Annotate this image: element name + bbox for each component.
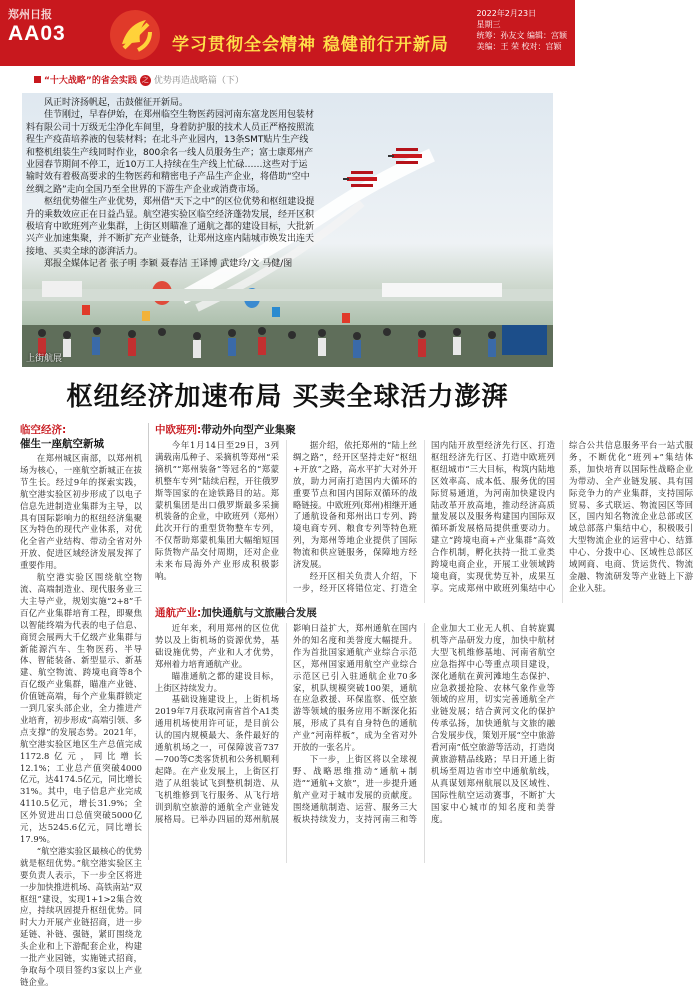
- column-divider: [148, 423, 149, 860]
- body-paragraph: 航空港实验区围绕航空物流、高端制造业、现代服务业三大主导产业，规划实施“2+8”千百亿产业集群培育工程，即聚焦以智能终端为代表的电子信息、商贸会展两大千亿级产业集群与新能源汽车、生物医药、半导体、智能装备、新型显示、新基建、航空物流、跨境电商等8个百亿级产业集群，瞄准产业链、价值链高端，每个产业集群锁定一到几家头部企业，全力推进产业培育，初步形成“高端引领、多点支撑”的发展态势。2021年，航空港实验区地区生产总值完成1172.8亿元，同比增长12.1%；工业总产值突破4000亿元，达4174.5亿元，同比增长31%。其中，电子信息产业完成4110.5亿元，增长31.9%；全区外贸进出口总值突破5000亿元，达5245.6亿元，同比增长17.9%。: [20, 572, 142, 844]
- photo-lead-text: [26, 97, 316, 271]
- body-paragraph: 近年来，利用郑州的区位优势以及上街机场的资源优势，基础设施优势，产业和人才优势，郑州着力培育通航产业。: [155, 623, 279, 669]
- section-title: 通航产业:: [155, 607, 202, 619]
- series-title: “十大战略”的省会实践: [44, 76, 137, 86]
- page-code: AA03: [8, 22, 66, 45]
- section-china-europe-railway: [155, 440, 693, 603]
- issue-date: 2022年2月23日: [476, 9, 537, 18]
- main-headline: 枢纽经济加速布局 买卖全球活力澎湃: [66, 382, 509, 412]
- section-subtitle: 加快通航与文旅融合发展: [201, 607, 317, 619]
- page-header: [0, 0, 575, 66]
- section-title: 临空经济:: [20, 424, 67, 436]
- biplane-icon: [388, 148, 422, 164]
- byline: 郑报全媒体记者 张子明 李颖 聂春洁 王译博 武建玲/文 马健/图: [44, 259, 293, 270]
- body-paragraph: 基础设施建设上，上街机场2019年7月获取河南省首个A1类通用机场使用许可证，是目前公认的国内规模最大、条件最好的通航机场之一，可保障波音737—700等C类客货机和公务机顺利起降。在产业发展上，上街区打造了从组装试飞到整机制造、从飞机维修到飞行服务、从飞行培训到航空旅游的通航全产业链发展格局。已举办四届的郑州航展影响日益扩大，郑州通航在国内外的知名度和美誉度大幅提升。作为首批国家通航产业综合示范区，郑州国家通用航空产业综合示范区已引入驻通航企业70多家，机队规模突破100架，通航在应急救援、环保监察、低空旅游等领域的服务应用不断深化拓展，形成了具有自身特色的通航产业“河南样板”，成为全省对外开放的一张名片。: [155, 623, 417, 824]
- section-airport-economy: [20, 423, 142, 987]
- body-paragraph: 瞄准通航之都的建设目标，上街区持续发力。: [155, 670, 279, 693]
- section-subtitle: 带动外向型产业集聚: [201, 424, 296, 436]
- page-meta: [476, 8, 567, 52]
- section-subtitle: 催生一座航空新城: [20, 438, 104, 450]
- section-heading: [155, 606, 317, 620]
- series-topic: 优势再造战略篇（下）: [153, 76, 244, 86]
- photo-caption: 上街航展: [26, 354, 63, 364]
- section-title: 中欧班列:: [155, 424, 202, 436]
- lead-paragraph: 风正时济扬帆起，击鼓催征开新局。: [44, 98, 189, 108]
- body-paragraph: 据介绍，依托郑州的“陆上丝绸之路”，经开区坚持走好“枢纽+开放”之路，高水平扩大对外开放，助力河南打造国内大循环的重要节点和国内国际双循环的战略链接。中欧班列(郑州)相继开通了通航设备和郑州出口专列、跨境电商专列、粮食专列等特色班列，为郑州等地企业提供了国际物流和供应链服务，保障地方经济发展。: [293, 440, 417, 570]
- editors-line: 统筹：孙友文 编辑：宫颖: [476, 31, 567, 40]
- section-heading: [155, 423, 296, 437]
- issue-weekday: 星期三: [476, 20, 501, 29]
- body-paragraph: 在郑州城区南部，以郑州机场为核心，一座航空新城正在拔节生长。经过9年的探索实践，航空港实验区初步形成了以电子信息先进制造业集群为主导，以具有国际影响力的枢纽经济集聚区为特色的现代产业体系，对优化全省产业结构、带动全省对外开放、促进区域经济发展发挥了重要作用。: [20, 453, 142, 571]
- series-subhead: [34, 73, 244, 86]
- series-badge: 之: [141, 76, 149, 84]
- biplane-icon: [343, 171, 377, 187]
- bullet-square-icon: [34, 76, 41, 83]
- body-paragraph: 下一步，上街区将以全球视野、战略思维推动“通航+制造”“通航+文旅”，进一步提升通航产业对于城市发展的贡献度。围绕通航制造、运营、服务三大板块持续发力，支持河南三和等企业加大工业无人机、自转旋翼机等产品研发力度，加快中航材大型飞机维修基地、河南省航空应急指挥中心等重点项目建设，深化通航在黄河滩地生态保护、应急救援抢险、农林气象作业等领域的应用，切实完善通航全产业链发展；结合黄河文化的保护传承弘扬，加快通航与文旅的融合发展步伐，策划开展“空中旅游看河南”低空旅游等活动，打造岗黄旅游精品线路；早日开通上街机场至周边省市空中通航航线，从真谋划郑州航展以及区域性、国际性航空运动赛事，不断扩大国家中心城市的知名度和美誉度。: [293, 623, 555, 824]
- lead-paragraph: 佳节刚过，早春伊始，在郑州临空生物医药园河南东富龙医用包装材料有限公司十万级无尘净化车间里，身着防护服的技术人员正严格按照流程生产疫苗培养液的包装材料；在北斗产业园内，13条SMT贴片生产线和整机组装生产线同时作业，800余名一线人员服务生产；富士康郑州产业园春节期间不停工，近10万工人持续在生产线上忙碌……这些对于运输时效有着极高要求的生物医药和精密电子产品生产企业，将借助“空中丝绸之路”走向全国乃至全世界的下游生产企业或消费市场。: [26, 110, 315, 195]
- section-general-aviation: [155, 623, 555, 863]
- slogan: 学习贯彻全会精神 稳健前行开新局: [172, 35, 449, 55]
- body-paragraph: 经开区相关负责人介绍，下一步，经开区将错位定、打造全国内陆开放型经济先行区、打造枢纽经济先行区、打造中欧班列枢纽城市“三大目标，构筑内陆地区效率高、成本低、服务优的国际贸易通道，为河南加快建设内陆改革开放高地，推动经济高质量发展以及服务构建国内国际双循环新发展格局提供重要动力。建立“跨境电商+产业集群”高效合作机制，孵化扶持一批工业类跨境电商企业，开展工业领域跨境电商，实现优势互补，成果互享。完成郑州中欧班列集结中心综合公共信息服务平台一站式服务，不断优化“班列+”集结体系，加快培育以国际性战略企业为带动、全产业链发展、具有国际竞争力的产业集群，支持国际贸易、多式联运、物流园区等回区，国内知名物流企业总部或区域总部落户集结中心，积极吸引大型物流企业的运营中心、结算中心、分拨中心、区域性总部区域网商、电商、货运货代、物流金融、物流研发等产业链上下游企业入驻。: [293, 440, 693, 593]
- party-emblem-icon: [108, 8, 162, 62]
- editors-line: 美编：王 荣 校对：宫颖: [476, 42, 562, 51]
- lead-paragraph: 枢纽优势催生产业优势，郑州借“天下之中”的区位优势和枢纽建设提升的乘数效应正在日益凸显。航空港实验区临空经济蓬勃发展，经开区积极培育中欧班列产业集群，上街区则瞄准了通航之都的建设目标，大批新兴产业加速集聚，并不断扩充产业链条，让郑州这座内陆城市焕发出连天接地、买卖全球的澎湃活力。: [26, 197, 315, 257]
- body-paragraph: “航空港实验区最核心的优势就是枢纽优势。”航空港实验区主要负责人表示，下一步全区将进一步加快推进机场、高铁南站“双枢纽”建设，实现1+1>2集合效应，持续巩固提升枢纽优势。同时大力开展产业链招商，进一步延链、补链、强链，紧盯围绕龙头企业和上下游配套企业，构建一批产业园链，实施链式招商，争取每个项目签约3家以上产业链企业。: [20, 845, 142, 987]
- body-paragraph: 今年1月14日至29日，3列满载南瓜种子、采摘机等郑州“采摘机”“郑州装备”等冠名的“郑蒙机整车专列”陆续启程，开往俄罗斯等国家的在途铁路目的站。郑蒙机集团是出口俄罗斯最多采摘机装备的企业，中欧班列（郑州）此次开行的重型货物整车专列，不仅帮助郑蒙机集团大幅缩短国际货物产品交付周期，还对企业未来布局海外产业形成积极影响。: [155, 440, 279, 581]
- newspaper-brand: 郑州日报: [8, 8, 52, 21]
